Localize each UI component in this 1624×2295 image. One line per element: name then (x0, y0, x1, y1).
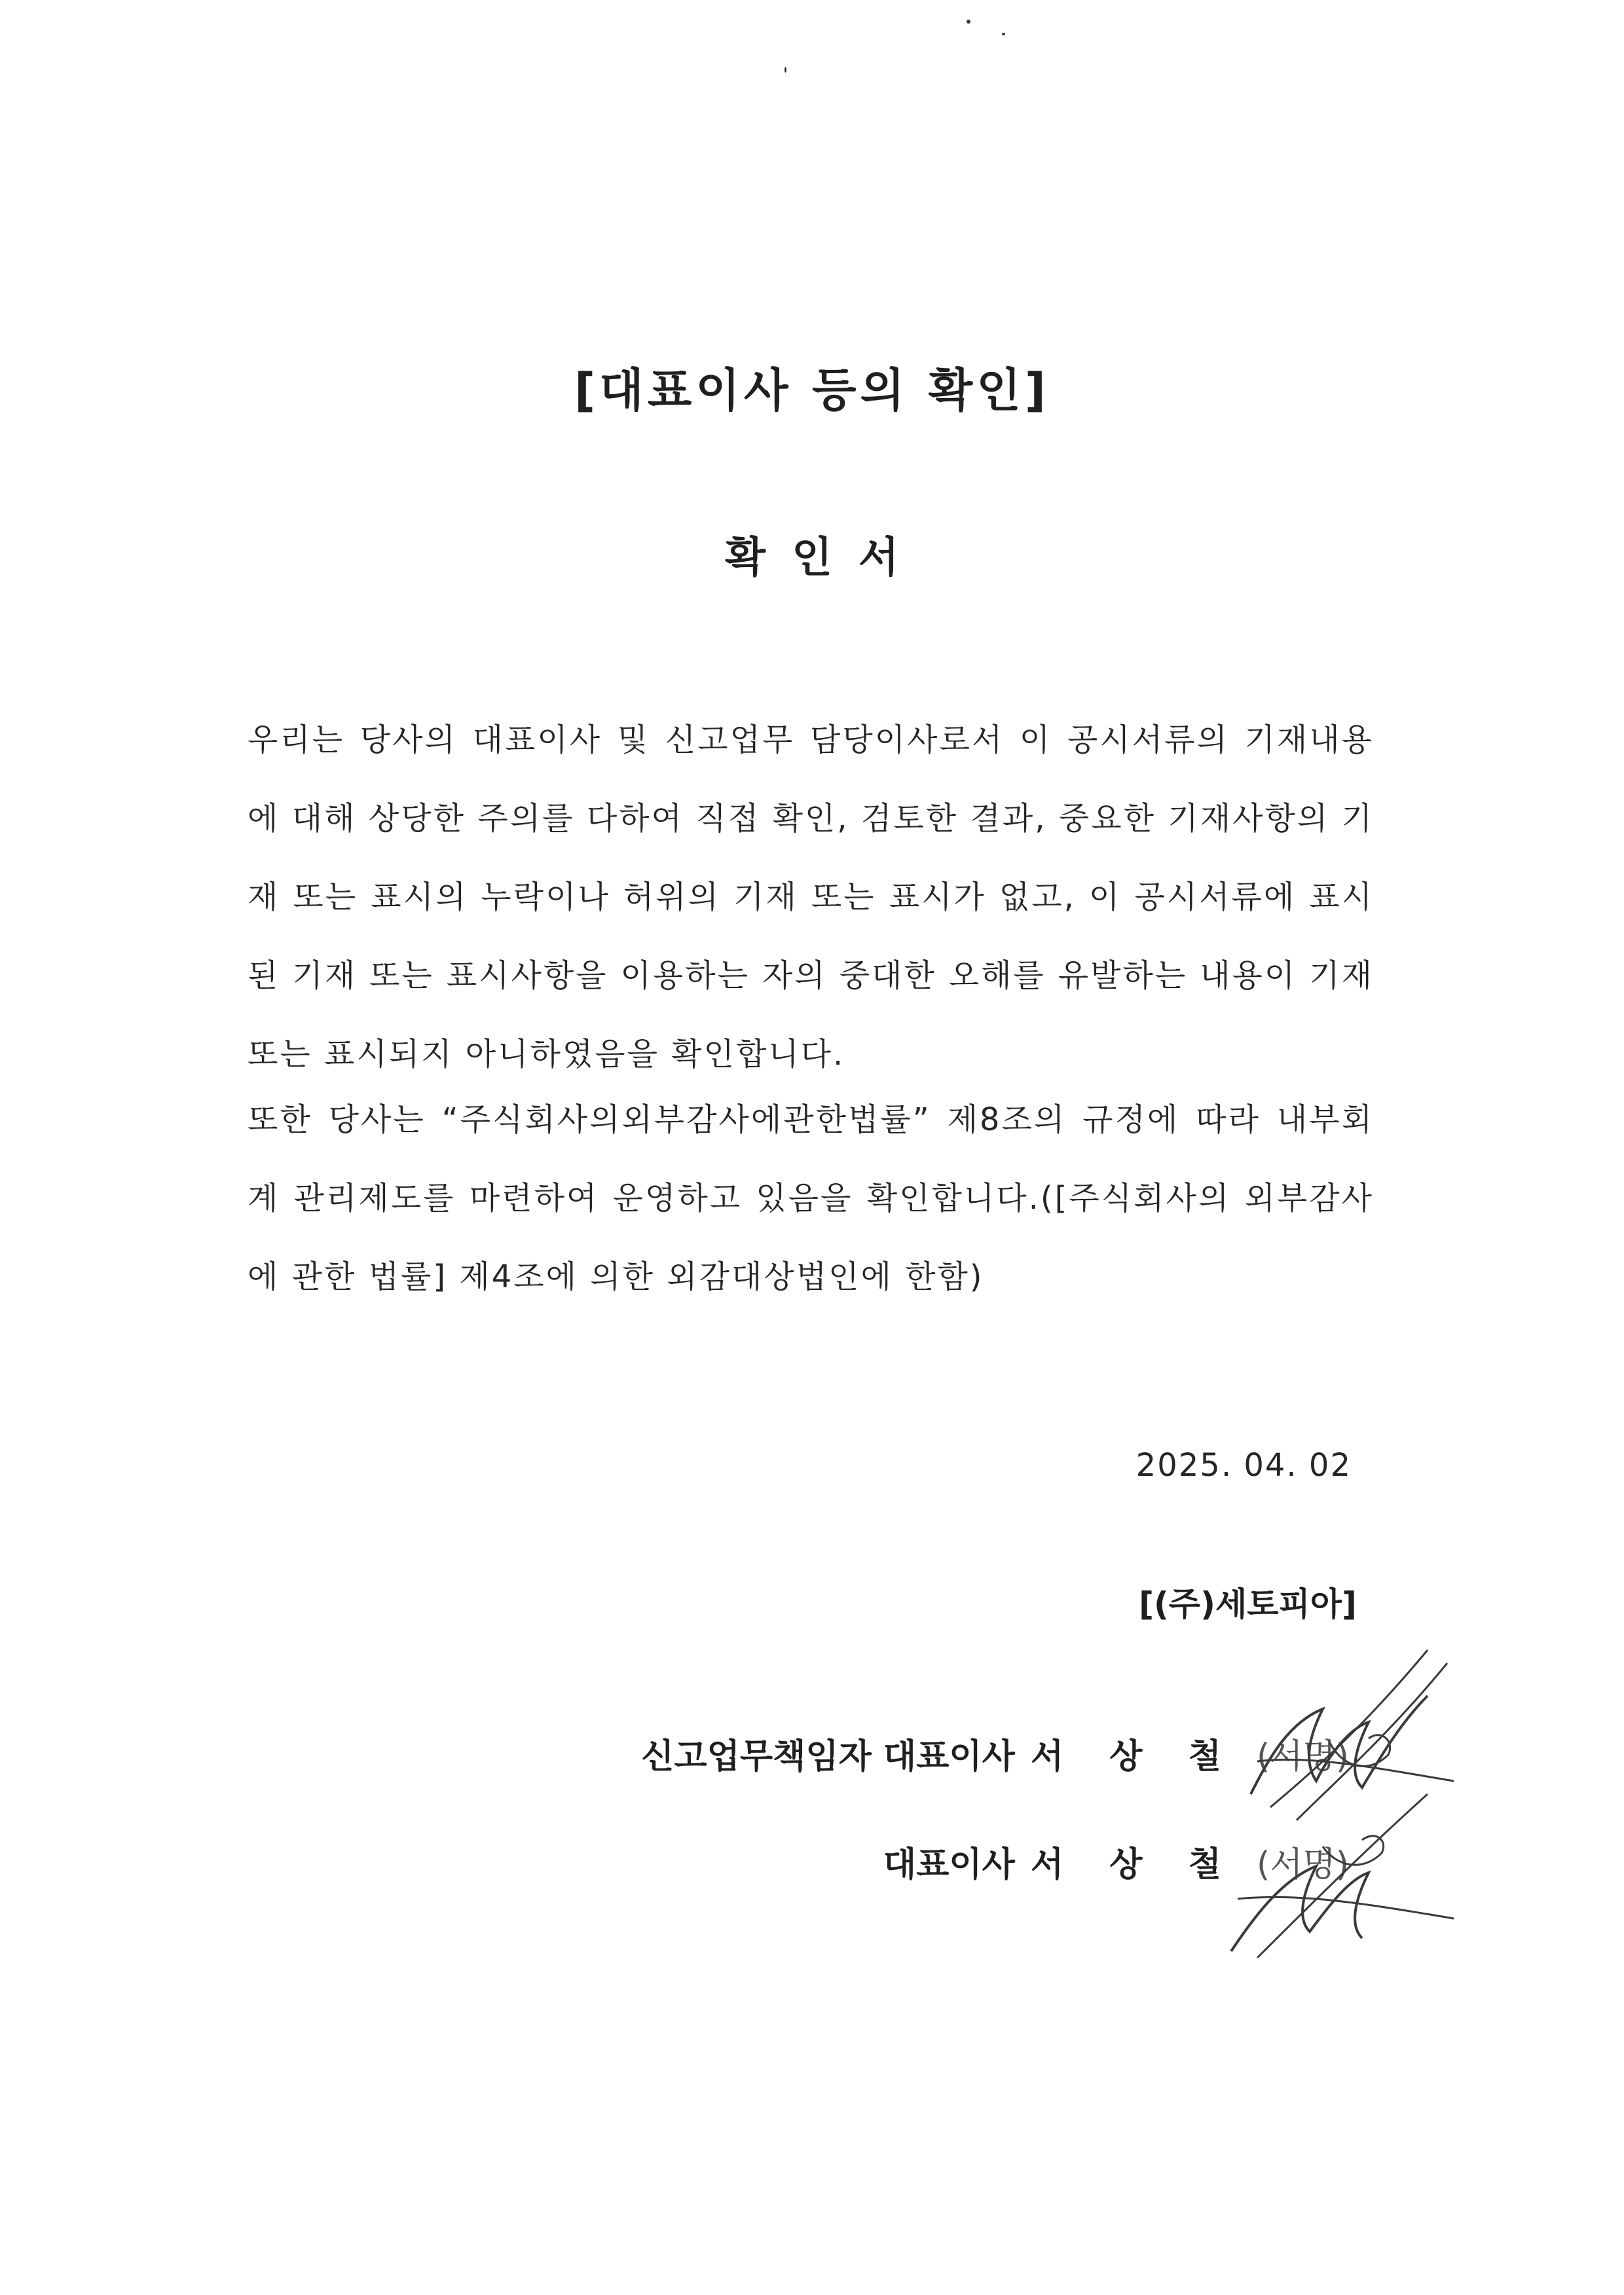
signatory-title: 대표이사 (883, 1845, 1015, 1884)
signatory-line (641, 1729, 1349, 1778)
signatory-title: 신고업무책임자 대표이사 (641, 1737, 1015, 1776)
page-title: [대표이사 등의 확인] (574, 363, 1050, 417)
signatory-name: 서 상 철 (1030, 1845, 1238, 1884)
signature-mark-label: (서명) (1256, 1845, 1349, 1884)
internal-control-paragraph: 또한 당사는 “주식회사의외부감사에관한법률” 제8조의 규정에 따라 내부회계 관리제도를 마련하여 운영하고 있음을 확인합니다.([주식회사의 외부감사에 관한 법률] 제4조에 의한 외감대상법인에 한함) (248, 1101, 1374, 1295)
scan-speck (784, 67, 786, 73)
confirmation-paragraph: 우리는 당사의 대표이사 및 신고업무 담당이사로서 이 공시서류의 기재내용에 대해 상당한 주의를 다하여 직접 확인, 검토한 결과, 중요한 기재사항의 기재 또는 표시의 누락이나 허위의 기재 또는 표시가 없고, 이 공시서류에 표시된 기재 또는 표시사항을 이용하는 자의 중대한 오해를 유발하는 내용이 기재 또는 표시되지 아니하였음을 확인합니다. (248, 722, 1374, 1073)
signature-mark-label: (서명) (1256, 1737, 1349, 1776)
signatory-line (883, 1837, 1349, 1886)
scan-speck (1002, 33, 1005, 35)
document-date: 2025. 04. 02 (1135, 1447, 1352, 1484)
company-name: [(주)세토피아] (1139, 1585, 1357, 1623)
document-subtitle: 확인서 (725, 534, 925, 582)
signatory-name: 서 상 철 (1030, 1737, 1238, 1776)
scan-speck (967, 20, 970, 24)
